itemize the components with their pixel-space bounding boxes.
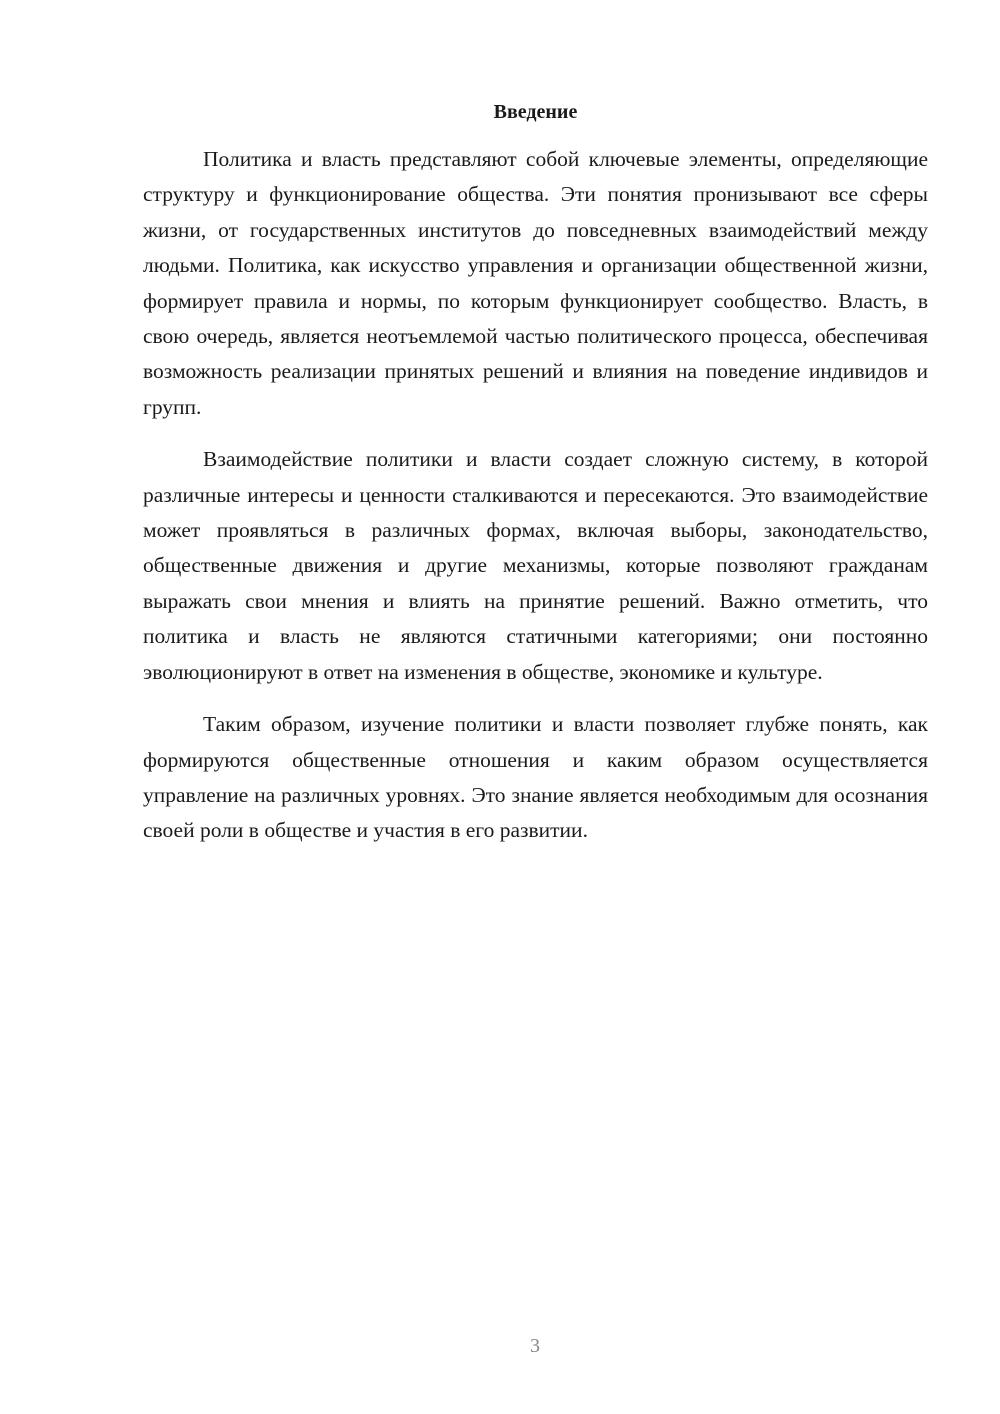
paragraph-3: Таким образом, изучение политики и власти позволяет глубже понять, как формируются общественные отношения и каким образом осуществляется управление на различных уровнях. Это знание является необходимым для осознания своей роли в обществе и участия в его развитии.: [143, 712, 928, 843]
page-number: 3: [530, 1335, 540, 1357]
paragraph-1: Политика и власть представляют собой ключевые элементы, определяющие структуру и функционирование общества. Эти понятия пронизывают все сферы жизни, от государственных институтов до повседневных взаимодействий между людьми. Политика, как искусство управления и организации общественной жизни, формирует правила и нормы, по которым функционирует сообщество. Власть, в свою очередь, является неотъемлемой частью политического процесса, обеспечивая возможность реализации принятых решений и влияния на поведение индивидов и групп.: [143, 147, 928, 419]
paragraph-2: Взаимодействие политики и власти создает сложную систему, в которой различные интересы и ценности сталкиваются и пересекаются. Это взаимодействие может проявляться в различных формах, включая выборы, законодательство, общественные движения и другие механизмы, которые позволяют гражданам выражать свои мнения и влиять на принятие решений. Важно отметить, что политика и власть не являются статичными категориями; они постоянно эволюционируют в ответ на изменения в обществе, экономике и культуре.: [143, 447, 928, 684]
body-text: [143, 142, 928, 866]
section-heading: Введение: [493, 101, 578, 123]
